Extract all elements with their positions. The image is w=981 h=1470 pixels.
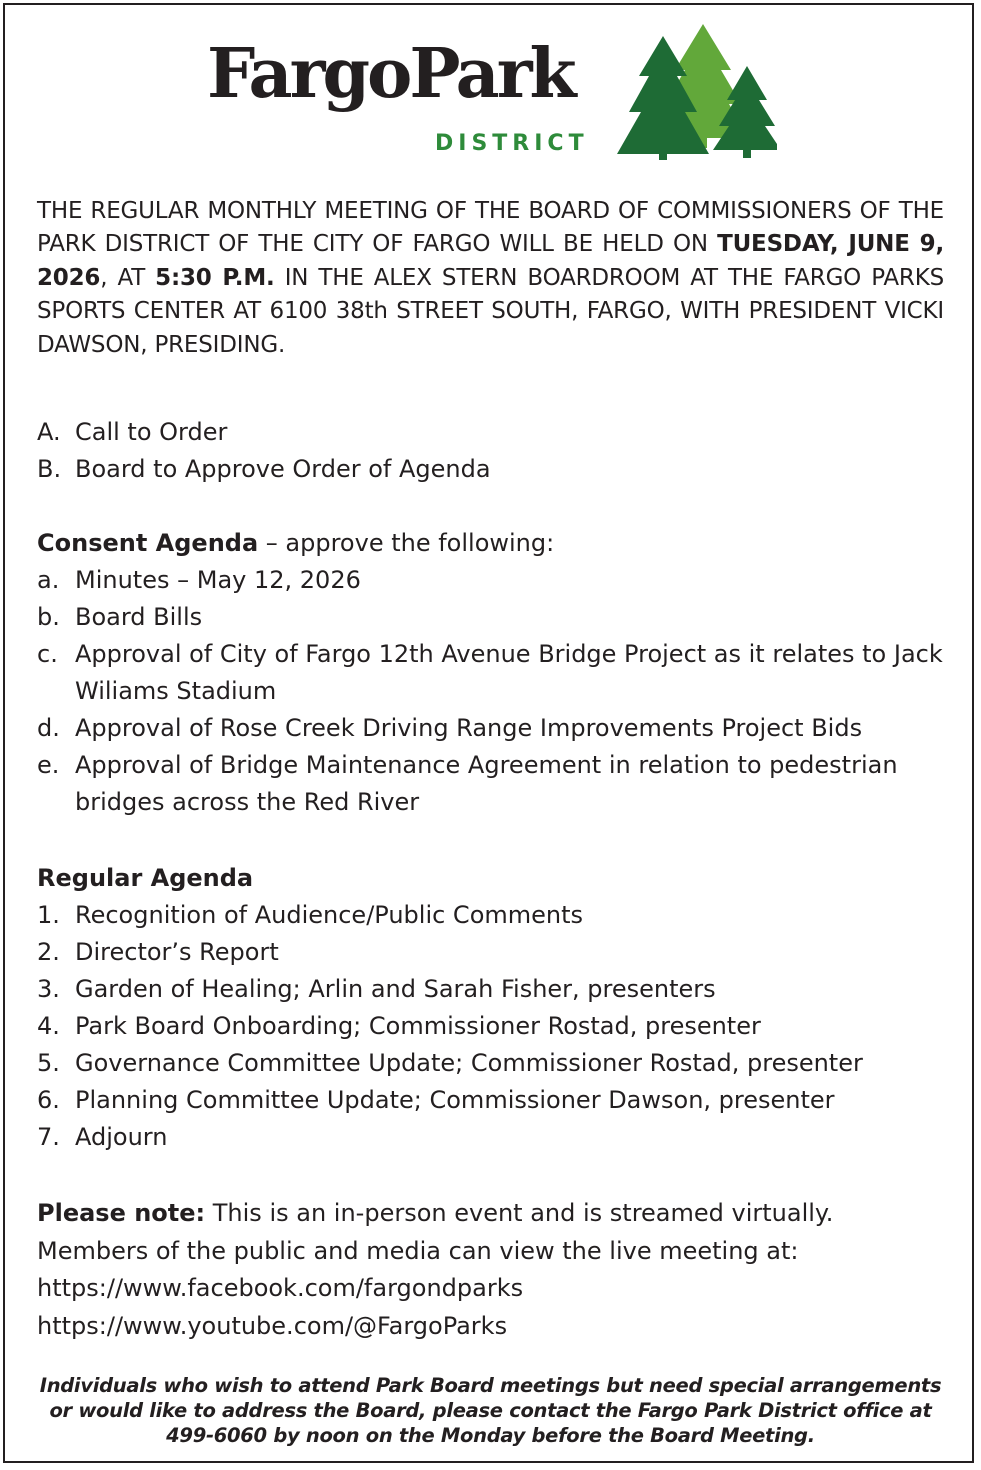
item-marker: 7. [37,1123,60,1151]
item-text: Garden of Healing; Arlin and Sarah Fisher, presenters [75,975,716,1003]
consent-agenda-heading [37,525,944,562]
item-marker: B. [37,455,62,483]
announcement-text: IN THE ALEX STERN BOARDROOM AT THE FARGO PARKS SPORTS CENTER AT 6100 38th STREET SOUTH, FARGO, WITH PRESIDENT VICKI DAWSON, PRESIDING. [37,264,944,358]
note-line: Members of the public and media can view the live meeting at: [37,1236,799,1265]
item-text: Approval of Bridge Maintenance Agreement in relation to pedestrian bridges across the Red River [75,751,898,816]
list-item [37,710,944,747]
opening-items [37,414,944,488]
item-text: Recognition of Audience/Public Comments [75,901,584,929]
facebook-link[interactable]: https://www.facebook.com/fargondparks [37,1274,524,1302]
item-marker: c. [37,640,58,668]
item-marker: A. [37,418,61,446]
item-marker: e. [37,751,60,779]
item-text: Approval of Rose Creek Driving Range Improvements Project Bids [75,714,863,742]
item-marker: 3. [37,975,60,1003]
item-marker: 6. [37,1086,60,1114]
announcement-text: , AT [100,264,156,291]
list-item [37,1008,944,1045]
consent-agenda [37,525,944,821]
note-line [37,1195,944,1233]
item-marker: 4. [37,1012,60,1040]
meeting-time: 5:30 P.M. [155,264,275,291]
streaming-note [37,1195,944,1345]
list-item [37,747,944,821]
item-text: Approval of City of Fargo 12th Avenue Bridge Project as it relates to Jack Wiliams Stadium [75,640,943,705]
item-marker: 2. [37,938,60,966]
list-item [37,414,944,451]
item-text: Minutes – May 12, 2026 [75,566,361,594]
footer-line: 499-6060 by noon on the Monday before the Board Meeting. [166,1424,815,1447]
heading-label: Consent Agenda [37,529,259,557]
announcement-text: THE REGULAR MONTHLY MEETING OF THE BOARD OF COMMISSIONERS OF THE PARK DISTRICT OF THE CITY OF FARGO WILL BE HELD ON [37,198,944,258]
list-item [37,1119,944,1156]
item-marker: a. [37,566,60,594]
accessibility-footer [37,1373,944,1448]
note-label: Please note: [37,1199,206,1227]
list-item [37,1045,944,1082]
meeting-date: TUESDAY, JUNE 9, 2026 [37,231,944,291]
list-item [37,1082,944,1119]
regular-agenda-heading: Regular Agenda [37,864,254,892]
item-text: Adjourn [75,1123,168,1151]
item-text: Governance Committee Update; Commissioner Rostad, presenter [75,1049,863,1077]
item-text: Planning Committee Update; Commissioner Dawson, presenter [75,1086,835,1114]
list-item [37,897,944,934]
item-marker: d. [37,714,60,742]
meeting-announcement [37,195,944,362]
item-text: Director’s Report [75,938,279,966]
list-item [37,636,944,710]
note-text: This is an in-person event and is streamed virtually. [205,1199,834,1227]
logo-wordmark: FargoPark [207,34,574,114]
item-text: Call to Order [75,418,228,446]
footer-line: or would like to address the Board, please contact the Fargo Park District office at [49,1399,932,1422]
item-text: Board Bills [75,603,203,631]
fargo-park-district-logo [207,22,777,162]
list-item [37,562,944,599]
item-marker: 1. [37,901,60,929]
item-text: Park Board Onboarding; Commissioner Rostad, presenter [75,1012,761,1040]
heading-suffix: – approve the following: [258,529,555,557]
list-item [37,599,944,636]
pine-trees-icon [617,22,777,162]
item-marker: 5. [37,1049,60,1077]
footer-line: Individuals who wish to attend Park Board meetings but need special arrangements [39,1374,942,1397]
list-item [37,971,944,1008]
logo-subtitle: DISTRICT [435,131,589,156]
item-text: Board to Approve Order of Agenda [75,455,491,483]
list-item [37,934,944,971]
youtube-link[interactable]: https://www.youtube.com/@FargoParks [37,1311,508,1340]
list-item [37,451,944,488]
regular-agenda [37,860,944,1156]
item-marker: b. [37,603,60,631]
